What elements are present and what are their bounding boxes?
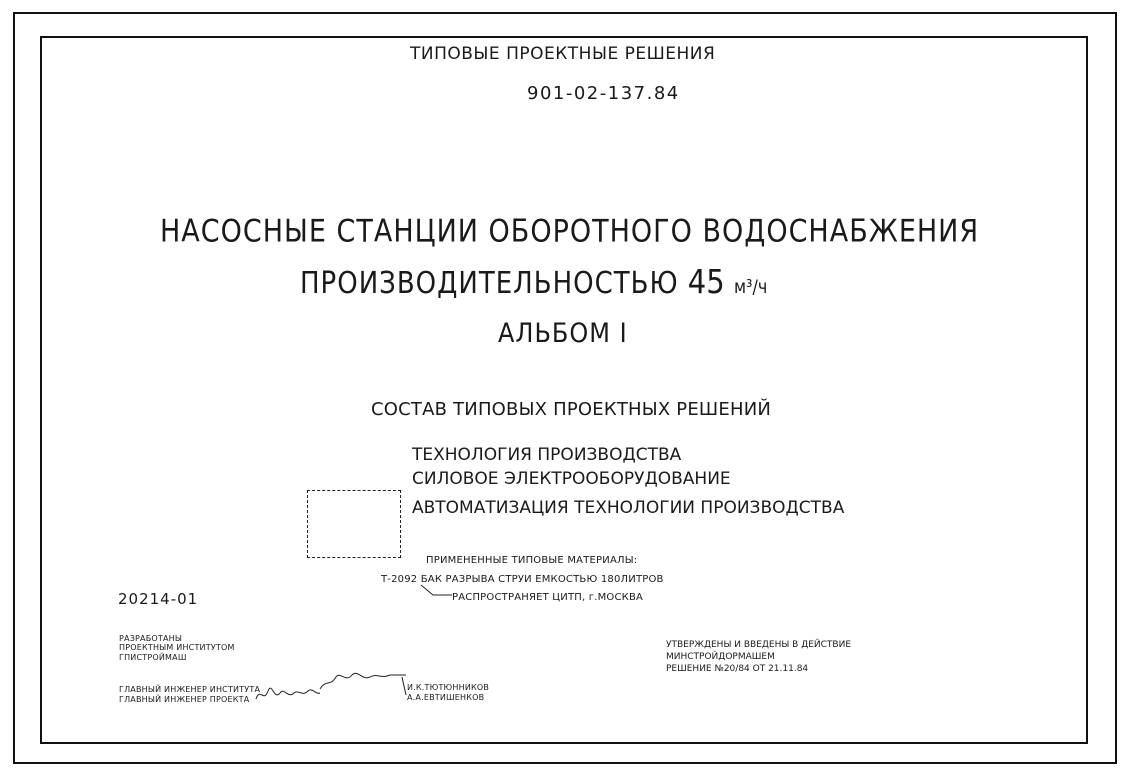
developer-line-1: РАЗРАБОТАНЫ <box>119 634 183 643</box>
series-heading: ТИПОВЫЕ ПРОЕКТНЫЕ РЕШЕНИЯ <box>410 44 716 64</box>
materials-heading: ПРИМЕНЕННЫЕ ТИПОВЫЕ МАТЕРИАЛЫ: <box>426 555 638 566</box>
composition-part-3: АВТОМАТИЗАЦИЯ ТЕХНОЛОГИИ ПРОИЗВОДСТВА <box>412 498 845 518</box>
approval-line-2: МИНСТРОЙДОРМАШЕМ <box>666 652 775 662</box>
album-label: АЛЬБОМ I <box>498 318 628 349</box>
leader-line <box>419 583 453 597</box>
developer-line-3: ГПИСТРОЙМАШ <box>119 653 187 662</box>
materials-distributor: РАСПРОСТРАНЯЕТ ЦИТП, г.МОСКВА <box>452 592 644 603</box>
chief-engineer-institute-label: ГЛАВНЫЙ ИНЖЕНЕР ИНСТИТУТА <box>119 685 261 694</box>
composition-heading: СОСТАВ ТИПОВЫХ ПРОЕКТНЫХ РЕШЕНИЙ <box>371 399 772 420</box>
title-line-1: НАСОСНЫЕ СТАНЦИИ ОБОРОТНОГО ВОДОСНАБЖЕНИЯ <box>160 214 980 250</box>
title-capacity-unit: м³/ч <box>733 275 768 298</box>
album-marker-box <box>307 490 401 558</box>
document-code: 901-02-137.84 <box>527 83 680 104</box>
signatory-name-2: А.А.ЕВТИШЕНКОВ <box>407 693 485 702</box>
composition-part-2: СИЛОВОЕ ЭЛЕКТРООБОРУДОВАНИЕ <box>412 469 731 489</box>
composition-part-1: ТЕХНОЛОГИЯ ПРОИЗВОДСТВА <box>412 445 682 465</box>
approval-line-3: РЕШЕНИЕ №20/84 ОТ 21.11.84 <box>666 664 809 674</box>
handwritten-signatures <box>250 665 410 707</box>
inner-frame <box>40 36 1088 744</box>
approval-line-1: УТВЕРЖДЕНЫ И ВВЕДЕНЫ В ДЕЙСТВИЕ <box>666 640 852 650</box>
chief-engineer-project-label: ГЛАВНЫЙ ИНЖЕНЕР ПРОЕКТА <box>119 695 250 704</box>
developer-line-2: ПРОЕКТНЫМ ИНСТИТУТОМ <box>119 643 235 652</box>
materials-item: Т-2092 БАК РАЗРЫВА СТРУИ ЕМКОСТЬЮ 180ЛИТРОВ <box>381 574 664 585</box>
title-capacity-value: 45 <box>687 262 725 302</box>
inventory-number: 20214-01 <box>118 590 199 608</box>
title-line-2 <box>300 262 767 301</box>
signatory-name-1: И.К.ТЮТЮННИКОВ <box>407 683 490 692</box>
title-capacity-label: ПРОИЗВОДИТЕЛЬНОСТЬЮ <box>300 266 679 302</box>
